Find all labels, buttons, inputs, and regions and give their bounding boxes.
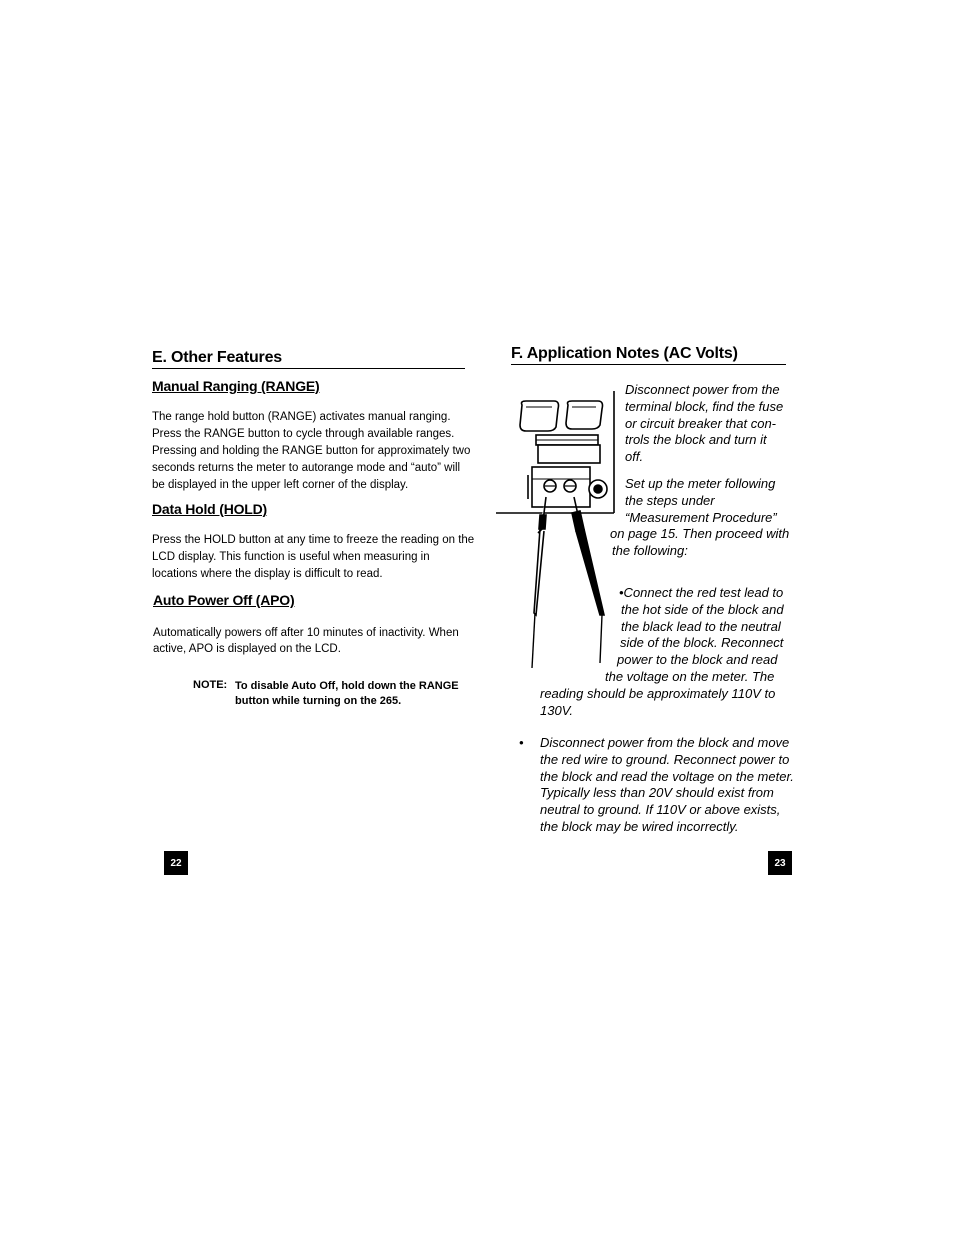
para1-line: Disconnect power from the	[625, 382, 780, 397]
para4-line: Typically less than 20V should exist from	[540, 785, 774, 801]
range-paragraph	[152, 409, 470, 494]
left-title-rule	[152, 368, 465, 369]
apo-line: active, APO is displayed on the LCD.	[153, 643, 341, 655]
range-line: Pressing and holding the RANGE button for approximately two	[152, 445, 471, 457]
para3-line: the black lead to the neutral	[621, 618, 781, 634]
hold-heading: Data Hold (HOLD)	[152, 501, 268, 517]
para1	[625, 382, 783, 466]
para4-line: the red wire to ground. Reconnect power to	[540, 751, 790, 767]
para3-line: side of the block. Reconnect	[620, 635, 784, 651]
para2-line: Set up the meter following	[625, 476, 776, 491]
note-line: button while turning on the 265.	[235, 695, 402, 707]
note-text	[235, 679, 459, 709]
bullet-symbol: •	[519, 735, 524, 750]
para2-line: the following:	[612, 543, 688, 559]
para3-line: the voltage on the meter. The	[605, 668, 775, 684]
range-heading: Manual Ranging (RANGE)	[152, 378, 320, 394]
para4	[540, 735, 794, 836]
para4-line: the block and read the voltage on the meter.	[540, 768, 794, 784]
para1-line: trols the block and turn it	[625, 432, 767, 448]
para3	[540, 585, 784, 719]
range-line: be displayed in the upper left corner of the display.	[152, 479, 409, 491]
para1-line: terminal block, find the fuse	[625, 398, 784, 414]
left-page-number: 22	[164, 851, 188, 875]
para1-line: or circuit breaker that con-	[625, 415, 777, 431]
apo-line: Automatically powers off after 10 minutes of inactivity. When	[153, 627, 459, 639]
range-line: Press the RANGE button to cycle through available ranges.	[152, 428, 455, 440]
note-line: To disable Auto Off, hold down the RANGE	[235, 680, 459, 692]
hold-paragraph	[152, 532, 474, 583]
para1-line: off.	[625, 449, 644, 465]
hold-line: locations where the display is difficult to read.	[152, 568, 383, 580]
para2-line: the steps under	[625, 492, 715, 508]
para3-line: the hot side of the block and	[621, 601, 784, 617]
left-section-title: E. Other Features	[152, 349, 282, 366]
apo-heading: Auto Power Off (APO)	[153, 592, 295, 608]
note-label: NOTE:	[193, 679, 228, 691]
para3-line: 130V.	[540, 702, 574, 718]
para2-line: on page 15. Then proceed with	[610, 526, 790, 542]
para2-line: “Measurement Procedure”	[625, 509, 777, 525]
para3-line: •Connect the red test lead to	[619, 585, 784, 600]
para2	[610, 476, 789, 560]
range-line: seconds returns the meter to autorange mode and “auto” will	[152, 462, 461, 474]
para4-line: the block may be wired incorrectly.	[540, 818, 739, 834]
right-title-rule	[511, 364, 786, 365]
right-section-title: F. Application Notes (AC Volts)	[511, 345, 738, 362]
hold-line: LCD display. This function is useful when measuring in	[152, 551, 430, 563]
para3-line: reading should be approximately 110V to	[540, 685, 776, 701]
range-line: The range hold button (RANGE) activates manual ranging.	[152, 411, 451, 423]
apo-paragraph	[153, 625, 459, 657]
para4-line: neutral to ground. If 110V or above exists,	[540, 802, 781, 818]
para3-line: power to the block and read	[617, 652, 778, 668]
hold-line: Press the HOLD button at any time to freeze the reading on the	[152, 534, 475, 546]
right-page-number: 23	[768, 851, 792, 875]
para4-line: Disconnect power from the block and move	[540, 735, 790, 750]
